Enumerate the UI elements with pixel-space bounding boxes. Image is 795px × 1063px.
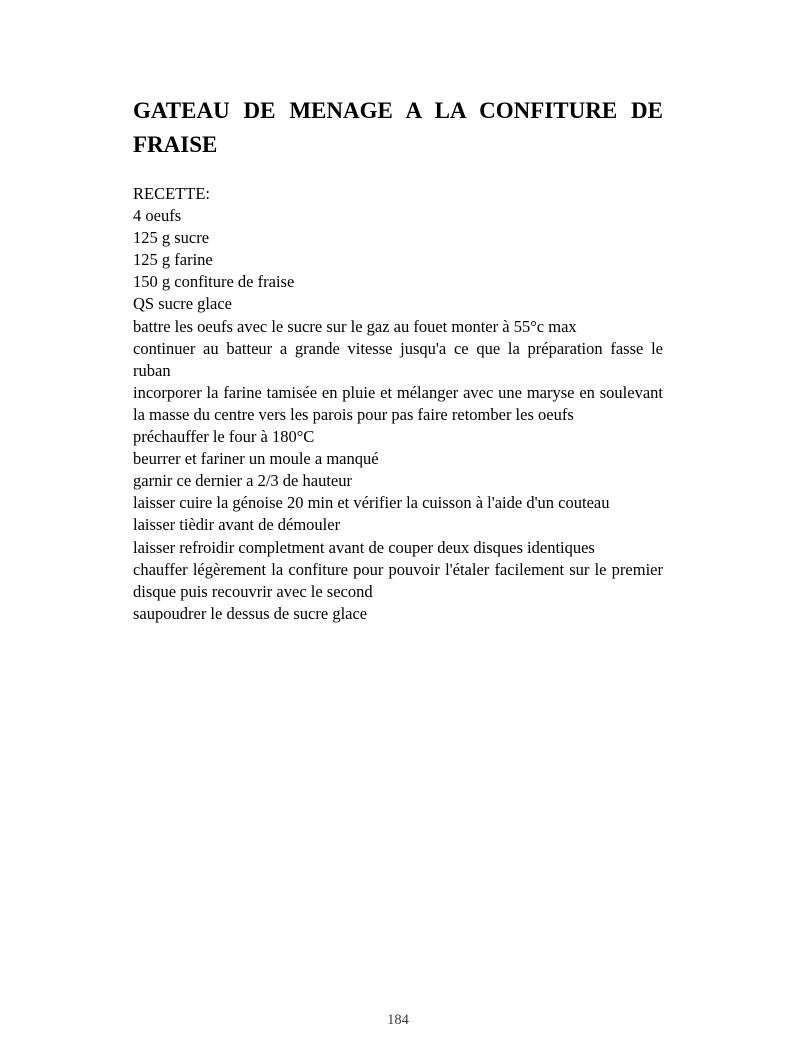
recipe-heading: RECETTE: [133,184,210,203]
recipe-title: GATEAU DE MENAGE A LA CONFITURE DE FRAISE [133,98,663,157]
recipe-step-line: laisser refroidir completment avant de couper deux disques identiques [133,537,595,557]
recipe-step-line: continuer au batteur a grande vitesse jusqu'a ce que la préparation fasse le [133,338,663,358]
ingredient-line: 4 oeufs [133,206,182,226]
page-number: 184 [387,1012,409,1028]
recipe-step-line: préchauffer le four à 180°C [133,427,315,447]
recipe-step-line: la masse du centre vers les parois pour pas faire retomber les oeufs [133,404,574,424]
recipe-step-line: laisser tièdir avant de démouler [133,515,341,535]
ingredient-line: 125 g farine [133,250,213,270]
recipe-step-line: laisser cuire la génoise 20 min et vérifier la cuisson à l'aide d'un couteau [133,493,610,513]
ingredient-line: 150 g confiture de fraise [133,272,295,292]
recipe-step-line: saupoudrer le dessus de sucre glace [133,603,368,623]
recipe-step-line: incorporer la farine tamisée en pluie et mélanger avec une maryse en soulevant [133,382,663,402]
recipe-step-line: garnir ce dernier a 2/3 de hauteur [133,471,352,491]
recipe-step-line: ruban [133,360,171,380]
recipe-step-line: chauffer légèrement la confiture pour pouvoir l'étaler facilement sur le premier [133,559,663,579]
recipe-content [133,94,663,625]
recipe-step-line: battre les oeufs avec le sucre sur le gaz au fouet monter à 55°c max [133,316,577,336]
recipe-step-line: beurrer et fariner un moule a manqué [133,449,379,469]
ingredient-line: 125 g sucre [133,228,210,248]
recipe-step-line: disque puis recouvrir avec le second [133,581,373,601]
ingredient-line: QS sucre glace [133,294,232,314]
